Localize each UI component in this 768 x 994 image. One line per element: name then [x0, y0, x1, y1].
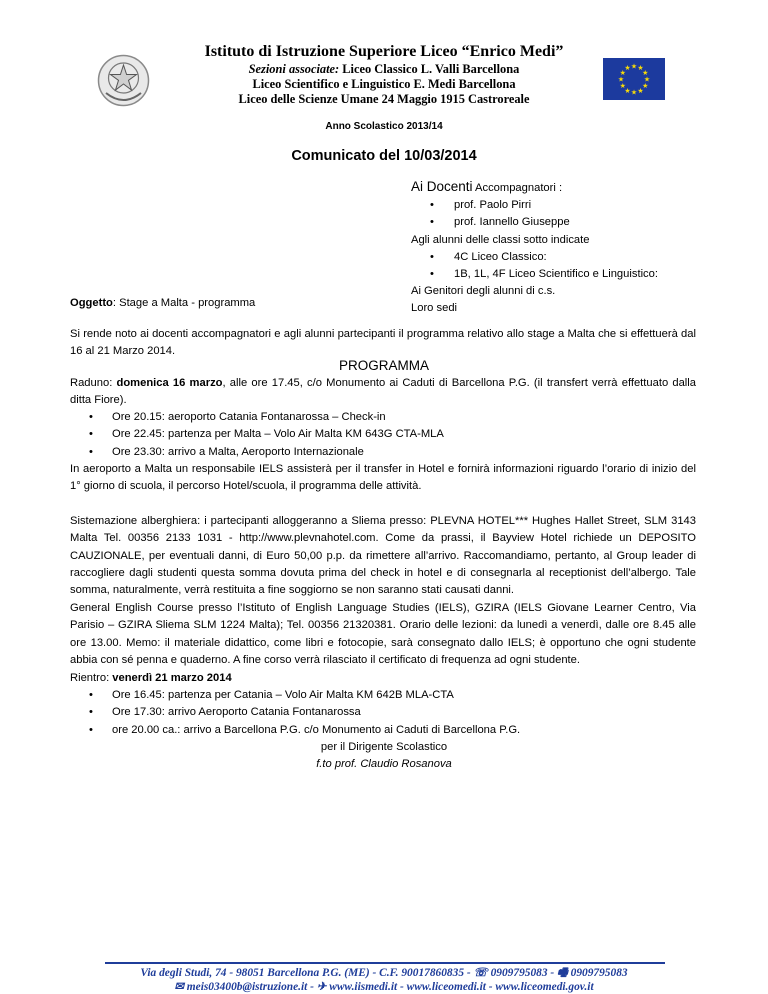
raduno-list — [70, 409, 710, 461]
sistemazione-paragraph: Sistemazione alberghiera: i partecipanti alloggeranno a Sliema presso: PLEVNA HOTEL*** Hughes Hallet Street, SLM 3143 Malta Tel. 00356 2133 1031 - http://www.plevnahotel.com. Come da prassi, il Bayview Hotel richiede un DEPOSITO CAUZIONALE, per eventuali danni, di Euro 50,00 p.p. da rimettere all’arrivo. Raccomandiamo, pertanto, al Group leader di raccogliere dagli studenti questa somma dovuta prima del check in hotel e di consegnarla al receptionist dell’albergo. Tale somma, naturalmente, verrà restituita a fine soggiorno se non saranno stati causati danni. — [70, 515, 696, 597]
course-paragraph: General English Course presso l’Istituto of English Language Studies (IELS), GZIRA (IELS Giovane Learner Centro, Via Parisio – GZIRA Sliema SLM 1224 Malta); Tel. 00356 21320381. Orario delle lezioni: da lunedì a venerdì, dalle ore 8.45 alle ore 13.00. Memo: il materiale didattico, come libri e fotocopie, sarà consegnato dallo IELS; è opportuno che ogni studente abbia con sé penna e quaderno. A fine corso verrà rilasciato il certificato di frequenza ad ogni studente. — [70, 602, 696, 666]
eu-star-icon: ★ — [643, 76, 651, 84]
document-title: Comunicato del 10/03/2014 — [291, 148, 477, 164]
list-item: • 4C Liceo Classico: — [430, 250, 547, 263]
sections-line — [0, 62, 768, 77]
eu-star-icon: ★ — [630, 89, 638, 97]
sections-classico: Liceo Classico L. Valli Barcellona — [339, 62, 520, 76]
eu-star-icon: ★ — [617, 76, 625, 84]
eu-star-icon: ★ — [637, 87, 644, 95]
school-title: Istituto di Istruzione Superiore Liceo “Enrico Medi” — [204, 43, 564, 60]
list-item: • prof. Iannello Giuseppe — [430, 216, 570, 229]
footer-address: Via degli Studi, 74 - 98051 Barcellona P.G. (ME) - C.F. 90017860835 - ☏ 0909795083 - 🖷 0909795083 — [140, 967, 628, 979]
eu-star-icon: ★ — [642, 70, 649, 77]
sections-scienze-umane: Liceo delle Scienze Umane 24 Maggio 1915 Castroreale — [238, 92, 530, 106]
eu-star-icon: ★ — [619, 83, 626, 90]
subject-line — [70, 297, 255, 309]
docenti-heading: Ai Docenti — [411, 179, 473, 194]
eu-star-icon: ★ — [642, 83, 649, 90]
eu-star-icon: ★ — [637, 65, 644, 73]
students-line: Agli alunni delle classi sotto indicate — [411, 233, 590, 246]
eu-star-icon: ★ — [624, 65, 631, 73]
programma-heading: PROGRAMMA — [338, 358, 429, 373]
raduno-date: domenica 16 marzo — [116, 377, 223, 389]
docenti-line — [411, 178, 711, 197]
list-item: • Ore 22.45: partenza per Malta – Volo Air Malta KM 643G CTA-MLA — [89, 428, 444, 441]
sections-label: Sezioni associate: — [248, 62, 340, 76]
list-item: • ore 20.00 ca.: arrivo a Barcellona P.G. c/o Monumento ai Caduti di Barcellona P.G. — [89, 723, 521, 736]
raduno-paragraph: Raduno: domenica 16 marzo, alle ore 17.45, c/o Monumento ai Caduti di Barcellona P.G. (il transfert verrà effettuato dalla ditta Fiore). — [70, 377, 696, 407]
list-item: • Ore 16.45: partenza per Catania – Volo Air Malta KM 642B MLA-CTA — [89, 689, 454, 701]
loro-sedi: Loro sedi — [411, 302, 458, 315]
school-year: Anno Scolastico 2013/14 — [325, 121, 443, 132]
sections-scientifico: Liceo Scientifico e Linguistico E. Medi Barcellona — [252, 77, 516, 91]
footer-contacts: ✉ meis03400b@istruzione.it - ✈ www.iismedi.it - www.liceomedi.it - www.liceomedi.gov.it — [174, 981, 594, 993]
footer-divider — [105, 962, 665, 964]
signature-title: per il Dirigente Scolastico — [320, 741, 448, 753]
list-item: • Ore 23.30: arrivo a Malta, Aeroporto Internazionale — [89, 445, 364, 458]
recipients-block — [411, 178, 711, 318]
airport-paragraph: In aeroporto a Malta un responsabile IELS assisterà per il transfer in Hotel e fornirà informazioni riguardo l’orario di inizio del 1° giorno di scuola, il percorso Hotel/scuola, il programma delle attività. — [70, 463, 696, 493]
rientro-date: venerdì 21 marzo 2014 — [112, 672, 232, 684]
rientro-list — [70, 687, 710, 739]
eu-star-icon: ★ — [619, 70, 626, 77]
signature-name: f.to prof. Claudio Rosanova — [316, 758, 452, 770]
list-item: • prof. Paolo Pirri — [430, 199, 532, 212]
subject-text: : Stage a Malta - programma — [112, 297, 256, 309]
parents-line: Ai Genitori degli alunni di c.s. — [411, 285, 556, 298]
intro-paragraph: Si rende noto ai docenti accompagnatori e agli alunni partecipanti il programma relativo allo stage a Malta che si effettuerà dal 16 al 21 Marzo 2014. — [70, 328, 696, 358]
list-item: • Ore 20.15: aeroporto Catania Fontanarossa – Check-in — [89, 411, 386, 423]
eu-star-icon: ★ — [630, 63, 638, 71]
docenti-rest: Accompagnatori : — [472, 182, 563, 194]
school-header — [0, 42, 768, 107]
list-item: • Ore 17.30: arrivo Aeroporto Catania Fontanarossa — [89, 706, 361, 719]
eu-star-icon: ★ — [624, 87, 631, 95]
subject-label: Oggetto — [70, 297, 113, 309]
rientro-line: Rientro: venerdì 21 marzo 2014 — [70, 672, 232, 684]
list-item: • 1B, 1L, 4F Liceo Scientifico e Linguistico: — [430, 268, 658, 281]
